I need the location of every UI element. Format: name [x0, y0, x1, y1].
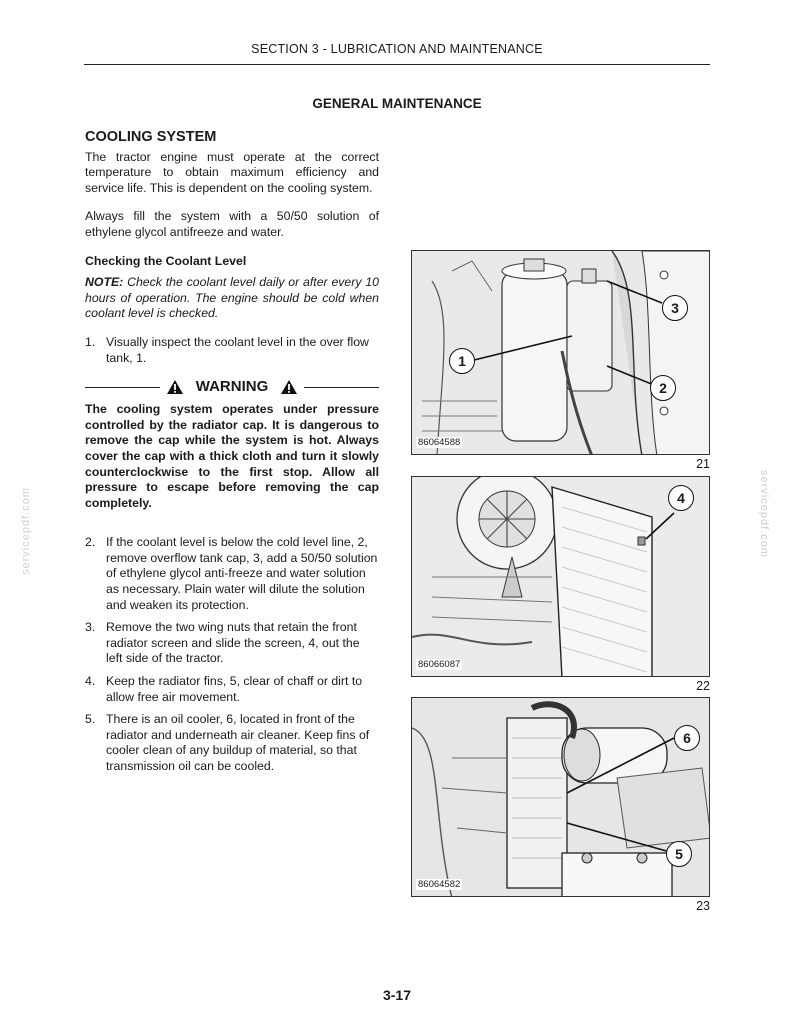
watermark-right: servicepdf.com — [758, 470, 770, 558]
warning-text: The cooling system operates under pressure controlled by the radiator cap. It is dangerous to remove the cap while the system is hot. Always cover the cap with a thick cloth and turn it slowly counterclockwise to the first stop. Allow all pressure to escape before removing the cap completely. — [85, 402, 379, 510]
text-column — [85, 130, 379, 785]
warning-triangle-icon — [166, 379, 184, 395]
step-number: 5. — [85, 712, 96, 727]
callout-4: 4 — [668, 485, 694, 511]
intro-paragraph-2: Always fill the system with a 50/50 solution of ethylene glycol antifreeze and water. — [85, 209, 379, 239]
warning-rule-right — [304, 387, 379, 388]
page-number: 3-17 — [382, 987, 412, 1003]
intro-paragraph-1: The tractor engine must operate at the correct temperature to obtain maximum efficiency and service life. This is dependent on the cooling system. — [85, 149, 379, 195]
step-text: There is an oil cooler, 6, located in front of the radiator and underneath air cleaner. Keep fins of cooler clean of any buildup of material, so that transmission oil can be cooled. — [106, 712, 370, 773]
note-paragraph — [85, 275, 379, 322]
step-number: 1. — [85, 334, 96, 349]
callout-3: 3 — [662, 295, 688, 321]
step-text: If the coolant level is below the cold level line, 2, remove overflow tank cap, 3, add a 50/50 solution of ethylene glycol anti-freeze and water solution as necessary. Plain water will dilute the solution and weaken its protection. — [106, 535, 378, 612]
list-item — [85, 335, 379, 366]
warning-banner — [85, 378, 379, 396]
figure-oil-cooler-photo — [411, 697, 710, 897]
list-item — [85, 535, 379, 613]
figure-code: 86066087 — [418, 659, 461, 670]
list-item — [85, 674, 379, 705]
callout-6: 6 — [674, 725, 700, 751]
figure-code: 86064582 — [418, 879, 461, 890]
warning-label: WARNING — [195, 378, 269, 396]
step-text: Keep the radiator fins, 5, clear of chaff or dirt to allow free air movement. — [106, 674, 363, 704]
figure-code: 86064588 — [418, 437, 461, 448]
oil-cooler-illustration — [412, 698, 710, 897]
step-list-first — [85, 335, 379, 366]
callout-5: 5 — [666, 841, 692, 867]
figure-radiator-screen-photo — [411, 476, 710, 677]
coolant-level-subheading: Checking the Coolant Level — [85, 253, 247, 268]
step-text: Visually inspect the coolant level in the over flow tank, 1. — [106, 334, 369, 365]
warning-triangle-icon — [280, 379, 298, 395]
figure-number: 22 — [696, 679, 710, 693]
list-item — [85, 712, 379, 774]
cooling-system-heading: COOLING SYSTEM — [85, 129, 217, 145]
figure-number: 23 — [696, 899, 710, 913]
callout-1: 1 — [449, 348, 475, 374]
header-rule — [84, 64, 710, 65]
step-number: 3. — [85, 620, 96, 635]
section-header: SECTION 3 - LUBRICATION AND MAINTENANCE — [251, 42, 543, 56]
step-list-rest — [85, 535, 379, 774]
list-item — [85, 620, 379, 667]
page-title: GENERAL MAINTENANCE — [312, 96, 482, 111]
step-number: 2. — [85, 535, 96, 550]
callout-2: 2 — [650, 375, 676, 401]
step-text: Remove the two wing nuts that retain the front radiator screen and slide the screen, 4, out the left side of the tractor. — [106, 620, 360, 666]
watermark-left: servicepdf.com — [20, 487, 32, 575]
step-number: 4. — [85, 674, 96, 689]
note-label: NOTE: — [85, 275, 124, 290]
note-text: Check the coolant level daily or after every 10 hours of operation. The engine should be cold when coolant level is checked. — [85, 275, 379, 321]
warning-rule-left — [85, 387, 160, 388]
figure-coolant-tank-photo — [411, 250, 710, 455]
radiator-screen-illustration — [412, 477, 710, 677]
figure-number: 21 — [696, 457, 710, 471]
